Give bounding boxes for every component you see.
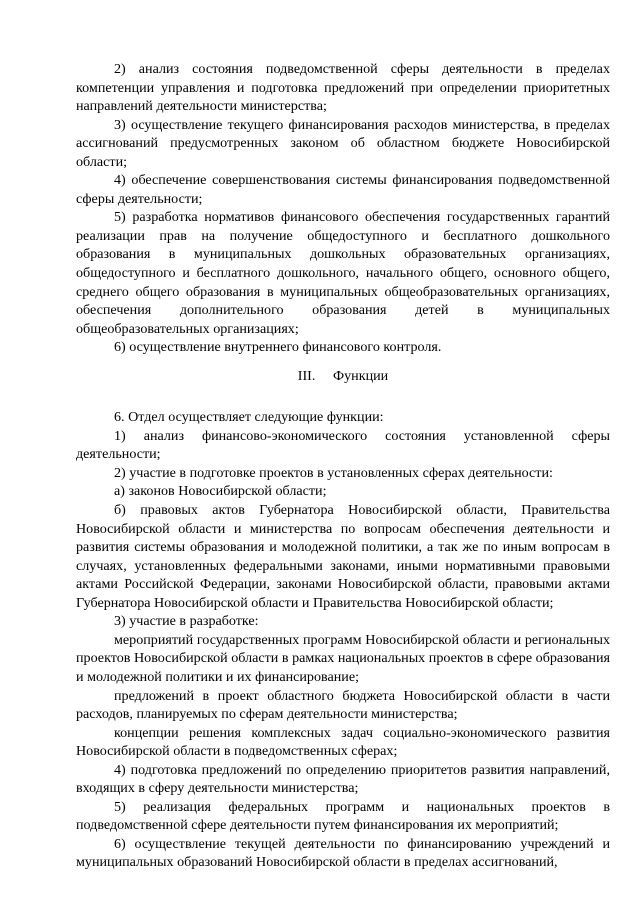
paragraph: 3) участие в разработке: — [114, 613, 259, 630]
paragraph: 6) осуществление текущей деятельности по финансированию учреждений и муниципальных образований Новосибирской области в пределах ассигнований, — [76, 835, 610, 871]
paragraph: 5) реализация федеральных программ и национальных проектов в подведомственной сфере деятельности путем финансирования их мероприятий; — [76, 798, 610, 834]
paragraph: 4) обеспечение совершенствования системы финансирования подведомственной сферы деятельности; — [76, 172, 610, 207]
paragraph: 3) осуществление текущего финансирования расходов министерства, в пределах ассигнований предусмотренных законом об областном бюджете Новосибирской области; — [76, 116, 610, 170]
paragraph: 6) осуществление внутреннего финансового контроля. — [114, 339, 442, 356]
document-page — [76, 60, 610, 872]
paragraph: б) правовых актов Губернатора Новосибирской области, Правительства Новосибирской области и министерства по вопросам обеспечения деятельности и развития системы образования и молодежной политики, а так же по иным вопросам в случаях, установленных федеральными законами, иными нормативными правовыми актами Российской Федерации, законами Новосибирской области, правовыми актами Губернатора Новосибирской области и Правительства Новосибирской области; — [76, 502, 610, 611]
paragraph: 5) разработка нормативов финансового обеспечения государственных гарантий реализации прав на получение общедоступного и бесплатного дошкольного образования в муниципальных дошкольных образовательных организациях, общедоступного и бесплатного дошкольного, начального общего, основного общего, среднего общего образования в муниципальных общеобразовательных организациях, обеспечения дополнительного образования детей в муниципальных общеобразовательных организациях; — [76, 209, 610, 337]
paragraph: концепции решения комплексных задач социально-экономического развития Новосибирской области в подведомственных сферах; — [76, 724, 610, 760]
paragraph: 1) анализ финансово-экономического состояния установленной сферы деятельности; — [76, 427, 610, 463]
paragraph: 4) подготовка предложений по определению приоритетов развития направлений, входящих в сферу деятельности министерства; — [76, 761, 610, 797]
paragraph: 6. Отдел осуществляет следующие функции: — [114, 409, 384, 426]
paragraph: 2) участие в подготовке проектов в установленных сферах деятельности: — [114, 464, 553, 481]
section-heading: III. Функции — [297, 367, 389, 384]
paragraph: а) законов Новосибирской области; — [114, 483, 327, 500]
paragraph: предложений в проект областного бюджета Новосибирской области в части расходов, планируемых по сферам деятельности министерства; — [76, 687, 610, 723]
paragraph: мероприятий государственных программ Новосибирской области и региональных проектов Новосибирской области в рамках национальных проектов в сфере образования и молодежной политики и их финансирование; — [76, 631, 610, 685]
paragraph: 2) анализ состояния подведомственной сферы деятельности в пределах компетенции управления и подготовка предложений при определении приоритетных направлений деятельности министерства; — [76, 61, 610, 115]
